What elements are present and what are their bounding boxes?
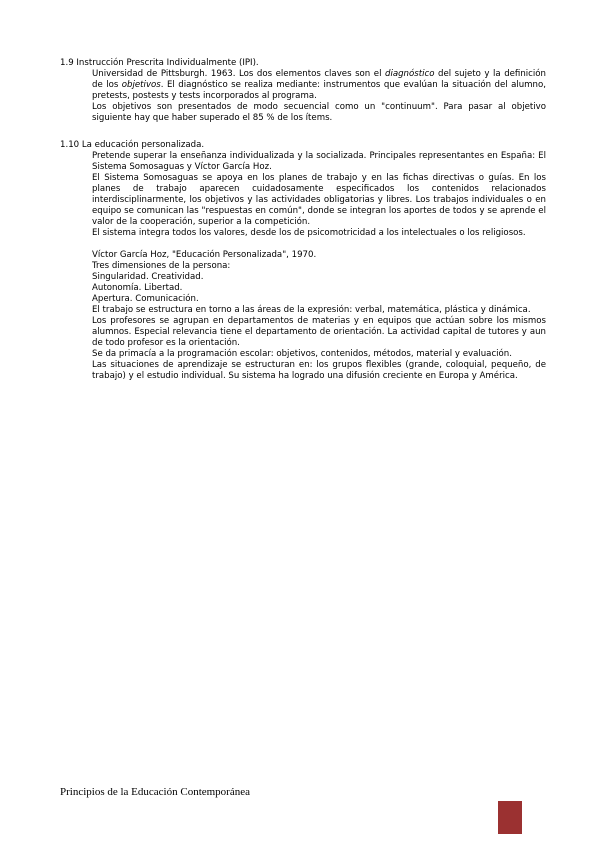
text-run: Universidad de Pittsburgh. 1963. Los dos elementos claves son el [92,69,385,79]
paragraph: Las situaciones de aprendizaje se estructuran en: los grupos flexibles (grande, coloquial, pequeño, de trabajo) y el estudio individual. Su sistema ha logrado una difusión creciente en Europa y América. [92,360,546,381]
spacer [92,239,546,250]
paragraph: Apertura. Comunicación. [92,294,199,304]
paragraph: Los objetivos son presentados de modo secuencial como un "continuum". Para pasar al objetivo siguiente hay que haber superado el 85 % de los ítems. [92,102,546,123]
text-run: . El diagnóstico se realiza mediante: instrumentos que evalúan la situación del alumno, pretests, postests y tests incorporados al programa. [92,80,546,101]
paragraph: Pretende superar la enseñanza individualizada y la socializada. Principales representantes en España: El Sistema Somosaguas y Víctor García Hoz. [92,151,546,172]
paragraph: Tres dimensiones de la persona: [92,261,231,271]
section-heading: 1.10 La educación personalizada. [60,140,205,150]
page-footer: Principios de la Educación Contemporánea [60,786,250,798]
emphasis-objetivos: objetivos [121,80,161,90]
section-body [60,151,546,382]
section-body [60,69,546,124]
paragraph [92,69,546,102]
paragraph: El Sistema Somosaguas se apoya en los planes de trabajo y en las fichas directivas o guías. En los planes de trabajo aparecen cuidadosamente especificados los contenidos relacionados interdisciplinarmente, los objetivos y las actividades obligatorias y libres. Los trabajos individuales o en equipo se comunican las "respuestas en común", donde se integran los aportes de todos y se aprende el valor de la cooperación, superior a la competición. [92,173,546,227]
section-1-9 [60,58,546,124]
page-corner-mark [498,801,522,834]
section-1-10 [60,140,546,382]
section-heading: 1.9 Instrucción Prescrita Individualmente (IPI). [60,58,259,68]
paragraph: Singularidad. Creatividad. [92,272,204,282]
paragraph: Se da primacía a la programación escolar: objetivos, contenidos, métodos, material y evaluación. [92,349,512,359]
emphasis-diagnostico: diagnóstico [384,69,435,79]
paragraph: El sistema integra todos los valores, desde los de psicomotricidad a los intelectuales o los religiosos. [92,228,526,238]
paragraph: Los profesores se agrupan en departamentos de materias y en equipos que actúan sobre los mismos alumnos. Especial relevancia tiene el departamento de orientación. La actividad capital de tutores y aun de todo profesor es la orientación. [92,316,546,348]
text-run: del sujeto y la definición de los [92,69,546,90]
paragraph: Autonomía. Libertad. [92,283,183,293]
paragraph: Víctor García Hoz, "Educación Personalizada", 1970. [92,250,317,260]
paragraph: El trabajo se estructura en torno a las áreas de la expresión: verbal, matemática, plástica y dinámica. [92,305,531,315]
